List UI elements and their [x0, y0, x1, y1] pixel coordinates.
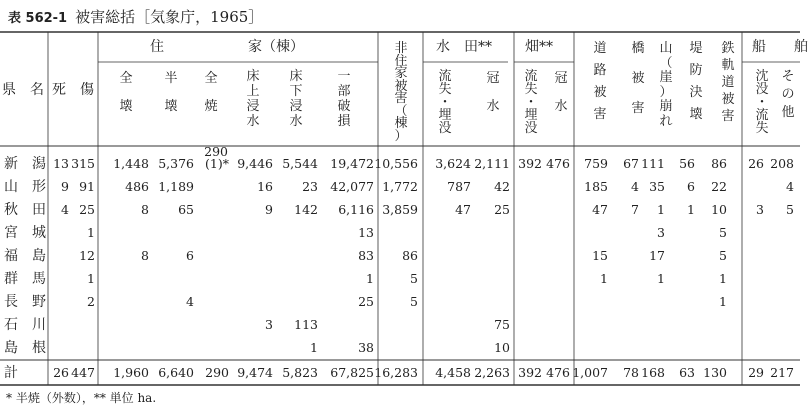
cell-yukaue: 3 — [265, 317, 273, 332]
cell-yukashita: 23 — [302, 179, 318, 194]
cell-rail: 5 — [719, 248, 727, 263]
cell-zensho: 290 — [205, 365, 229, 380]
cell-hijuka: 86 — [402, 248, 418, 263]
cell-i: 25 — [79, 202, 95, 217]
cell-road: 47 — [592, 202, 608, 217]
cell-hankai: 5,376 — [158, 156, 194, 171]
cell-pad-kan: 2,111 — [474, 156, 510, 171]
cell-yukashita: 5,544 — [282, 156, 318, 171]
cell-levee: 56 — [679, 156, 695, 171]
cell-d: 13 — [53, 156, 69, 171]
cell-bridge: 67 — [623, 156, 639, 171]
row-prefecture: 宮 城 — [4, 225, 46, 241]
cell-pad-kan: 42 — [494, 179, 510, 194]
cell-road: 15 — [592, 248, 608, 263]
cell-land: 111 — [641, 156, 665, 171]
cell-hijuka: 3,859 — [382, 202, 418, 217]
cell-ichibu: 67,825 — [330, 365, 374, 380]
cell-levee: 63 — [679, 365, 695, 380]
cell-pad-kan: 2,263 — [474, 365, 510, 380]
table-number: 表 562-1 — [8, 11, 68, 26]
cell-land: 1 — [657, 202, 665, 217]
cell-pad-ryu: 3,624 — [435, 156, 471, 171]
table-caption: 被害総括［気象庁，1965］ — [75, 8, 264, 26]
header-houses: 住 家（棟） — [150, 39, 304, 55]
cell-i: 91 — [79, 179, 95, 194]
cell-fld-kan: 476 — [546, 156, 570, 171]
header-prefecture: 県 名 — [2, 82, 44, 98]
cell-pad-kan: 75 — [494, 317, 510, 332]
cell-fld-ryu: 392 — [518, 365, 542, 380]
row-prefecture: 山 形 — [4, 179, 46, 195]
cell-road: 1,007 — [572, 365, 608, 380]
cell-zensho: (1)* — [205, 156, 229, 171]
row-prefecture: 長 野 — [4, 294, 46, 310]
cell-zensho-top: 290 — [204, 144, 228, 159]
cell-levee: 6 — [687, 179, 695, 194]
cell-zenkai: 8 — [141, 202, 149, 217]
header-field: 畑** — [525, 39, 553, 55]
cell-pad-kan: 25 — [494, 202, 510, 217]
cell-ship-s: 26 — [748, 156, 764, 171]
cell-land: 168 — [641, 365, 665, 380]
cell-land: 35 — [649, 179, 665, 194]
cell-bridge: 4 — [631, 179, 639, 194]
cell-pad-kan: 10 — [494, 340, 510, 355]
cell-ichibu: 19,472 — [330, 156, 374, 171]
cell-d: 4 — [61, 202, 69, 217]
cell-hankai: 1,189 — [158, 179, 194, 194]
header-casualties: 死 傷 — [52, 82, 94, 98]
cell-i: 12 — [79, 248, 95, 263]
cell-hijuka: 5 — [410, 271, 418, 286]
cell-hijuka: 1,772 — [382, 179, 418, 194]
cell-yukaue: 9,446 — [237, 156, 273, 171]
header-paddy: 水 田** — [436, 39, 492, 55]
cell-ichibu: 6,116 — [338, 202, 374, 217]
cell-land: 17 — [649, 248, 665, 263]
cell-ship-o: 217 — [770, 365, 794, 380]
cell-rail: 5 — [719, 225, 727, 240]
cell-hijuka: 5 — [410, 294, 418, 309]
cell-ship-o: 4 — [786, 179, 794, 194]
cell-ichibu: 42,077 — [330, 179, 374, 194]
cell-fld-kan: 476 — [546, 365, 570, 380]
cell-ship-s: 29 — [748, 365, 764, 380]
cell-ichibu: 13 — [358, 225, 374, 240]
cell-ship-o: 5 — [786, 202, 794, 217]
cell-bridge: 7 — [631, 202, 639, 217]
cell-zenkai: 8 — [141, 248, 149, 263]
cell-i: 1 — [87, 225, 95, 240]
cell-i: 447 — [71, 365, 95, 380]
cell-rail: 22 — [711, 179, 727, 194]
row-prefecture: 石 川 — [4, 317, 46, 333]
cell-ship-s: 3 — [756, 202, 764, 217]
cell-ichibu: 1 — [366, 271, 374, 286]
cell-ichibu: 83 — [358, 248, 374, 263]
cell-rail: 10 — [711, 202, 727, 217]
cell-fld-ryu: 392 — [518, 156, 542, 171]
cell-d: 9 — [61, 179, 69, 194]
cell-ship-o: 208 — [770, 156, 794, 171]
cell-d: 26 — [53, 365, 69, 380]
cell-road: 185 — [584, 179, 608, 194]
cell-i: 2 — [87, 294, 95, 309]
cell-hankai: 4 — [186, 294, 194, 309]
cell-yukashita: 142 — [294, 202, 318, 217]
row-prefecture: 新 潟 — [4, 156, 46, 172]
cell-i: 315 — [71, 156, 95, 171]
cell-zenkai: 486 — [125, 179, 149, 194]
row-prefecture: 群 馬 — [4, 271, 46, 287]
cell-hijuka: 10,556 — [374, 156, 418, 171]
cell-ichibu: 25 — [358, 294, 374, 309]
cell-ichibu: 38 — [358, 340, 374, 355]
row-prefecture: 島 根 — [4, 340, 46, 356]
row-prefecture: 秋 田 — [4, 202, 46, 218]
cell-rail: 86 — [711, 156, 727, 171]
cell-hankai: 65 — [178, 202, 194, 217]
cell-pad-ryu: 47 — [455, 202, 471, 217]
cell-rail: 1 — [719, 294, 727, 309]
cell-i: 1 — [87, 271, 95, 286]
row-prefecture: 計 — [4, 365, 18, 381]
header-ships: 船 舶 — [752, 39, 808, 55]
cell-yukaue: 16 — [257, 179, 273, 194]
cell-land: 3 — [657, 225, 665, 240]
cell-road: 1 — [600, 271, 608, 286]
cell-yukashita: 113 — [294, 317, 318, 332]
cell-land: 1 — [657, 271, 665, 286]
row-prefecture: 福 島 — [4, 248, 46, 264]
cell-hankai: 6,640 — [158, 365, 194, 380]
cell-levee: 1 — [687, 202, 695, 217]
cell-yukaue: 9,474 — [237, 365, 273, 380]
cell-road: 759 — [584, 156, 608, 171]
cell-pad-ryu: 4,458 — [435, 365, 471, 380]
cell-rail: 1 — [719, 271, 727, 286]
cell-zenkai: 1,448 — [113, 156, 149, 171]
cell-yukashita: 1 — [310, 340, 318, 355]
cell-yukashita: 5,823 — [282, 365, 318, 380]
cell-rail: 130 — [703, 365, 727, 380]
cell-bridge: 78 — [623, 365, 639, 380]
footnote: * 半焼（外数），** 単位 ha. — [6, 391, 157, 405]
cell-pad-ryu: 787 — [447, 179, 471, 194]
cell-hijuka: 16,283 — [374, 365, 418, 380]
cell-zenkai: 1,960 — [113, 365, 149, 380]
cell-hankai: 6 — [186, 248, 194, 263]
cell-yukaue: 9 — [265, 202, 273, 217]
